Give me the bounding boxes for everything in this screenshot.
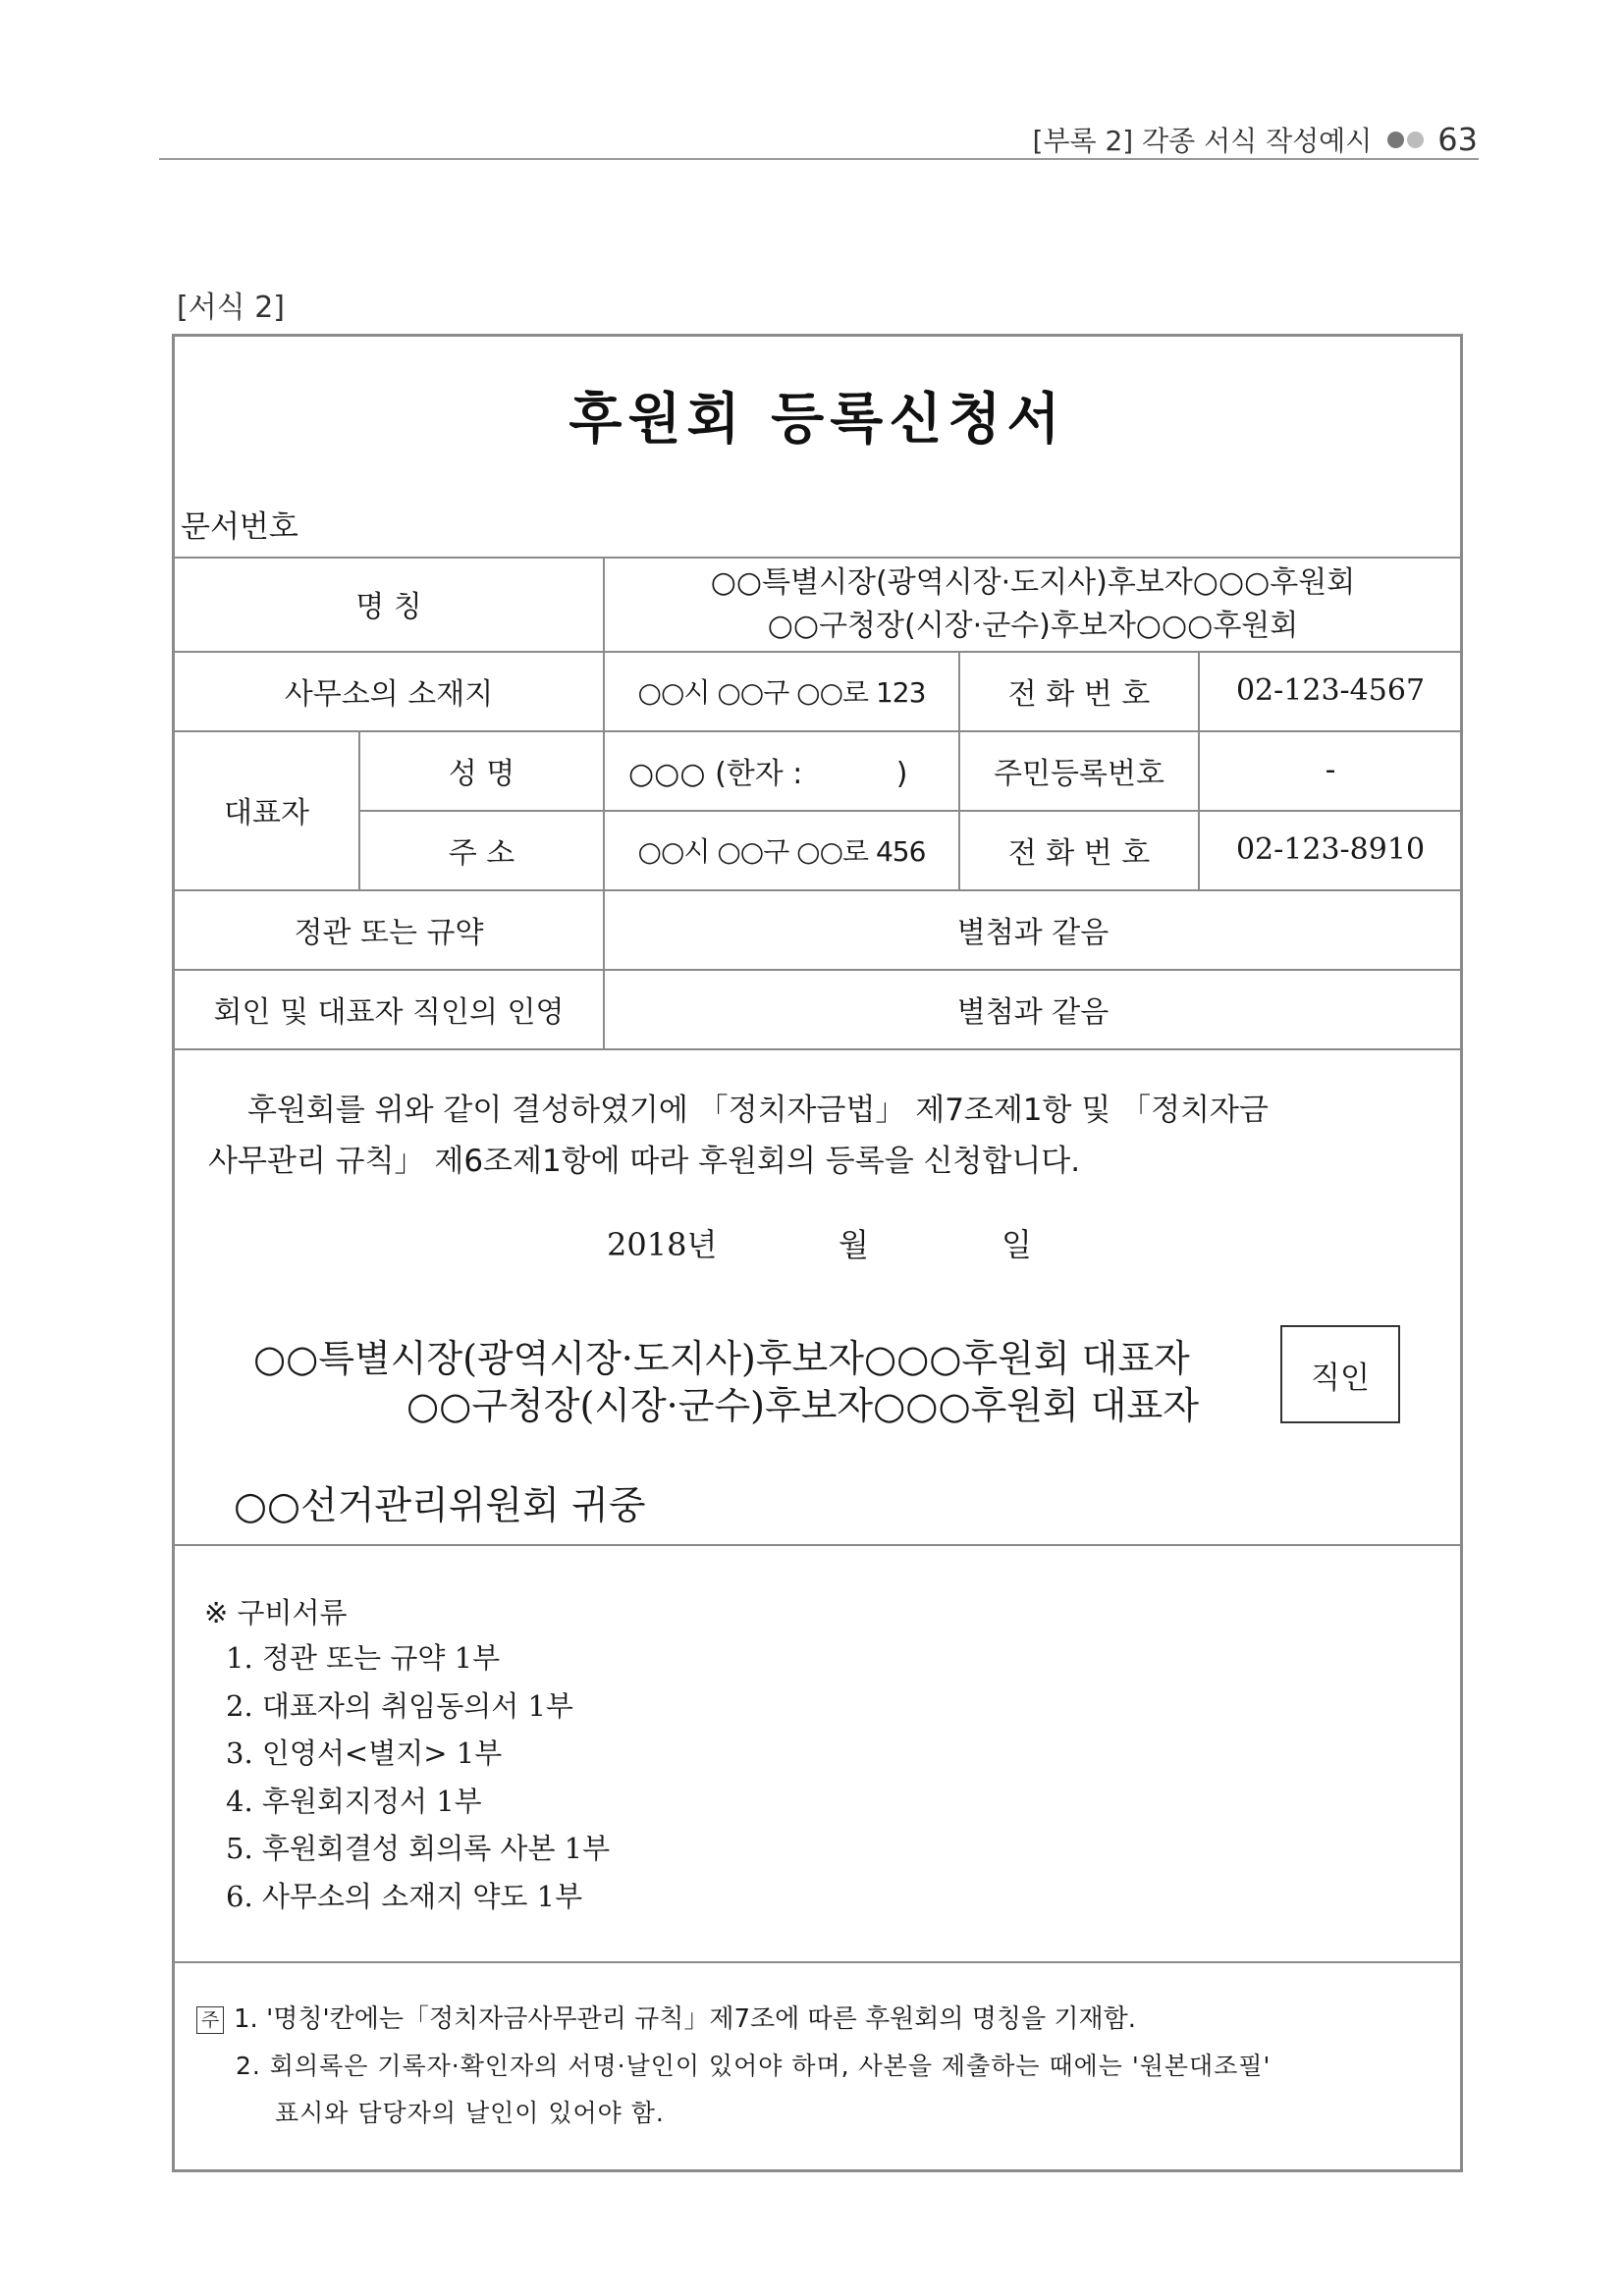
name-value-1: ○○특별시장(광역시장·도지사)후보자○○○후원회 [710,565,1356,600]
page-number: 63 [1437,121,1478,158]
note-1-text: 1. '명칭'칸에는「정치자금사무관리 규칙」제7조에 따른 후원회의 명칭을 기재함. [234,2004,1136,2034]
statement-line-2: 사무관리 규칙」 제6조제1항에 따라 후원회의 등록을 신청합니다. [208,1144,1081,1179]
rep-phone-value: 02-123-8910 [1235,832,1426,867]
rep-name-value: ○○○ (한자 : ) [628,756,908,791]
list-item: 3. 인영서<별지> 1부 [226,1736,503,1770]
note-2: 2. 회의록은 기록자·확인자의 서명·날인이 있어야 하며, 사본을 제출하는 때에는 '원본대조필' [236,2052,1272,2080]
required-docs-list [226,1634,610,1920]
name-value-cell [605,559,1461,651]
rep-addr-label: 주 소 [448,835,515,871]
note-2-cont: 표시와 담당자의 날인이 있어야 함. [275,2099,665,2127]
date-year: 2018년 [607,1226,718,1263]
list-item: 4. 후원회지정서 1부 [226,1784,482,1818]
note-marker-icon: 주 [196,2006,224,2034]
list-item: 5. 후원회결성 회의록 사본 1부 [226,1832,611,1865]
table-divider [175,1048,1460,1050]
list-item: 1. 정관 또는 규약 1부 [226,1641,501,1675]
name-label: 명 칭 [355,590,422,624]
statement [208,1085,1448,1187]
office-phone: 02-123-4567 [1235,673,1426,708]
bylaws-value: 별첨과 같음 [956,915,1110,950]
members-label: 회인 및 대표자 직인의 인영 [213,994,565,1030]
header-dots-icon [1387,132,1424,148]
office-phone-label: 전 화 번 호 [1007,676,1151,712]
signer-1: ○○특별시장(광역시장·도지사)후보자○○○후원회 대표자 [253,1337,1190,1380]
office-label: 사무소의 소재지 [284,676,494,712]
rep-label: 대표자 [224,796,309,830]
seal-box: 직인 [1280,1325,1400,1423]
office-address: ○○시 ○○구 ○○로 123 [637,675,926,709]
header-divider [159,158,1479,160]
note-1 [196,1996,1442,2043]
recipient: ○○선거관리위원회 귀중 [234,1484,646,1528]
rep-id-label: 주민등록번호 [994,756,1164,791]
section-divider [175,1961,1460,1963]
name-value-2: ○○구청장(시장·군수)후보자○○○후원회 [767,609,1299,643]
rep-phone-label: 전 화 번 호 [1007,835,1151,871]
rep-name-label: 성 명 [448,756,515,791]
required-docs-title: ※ 구비서류 [204,1596,348,1629]
signer-2: ○○구청장(시장·군수)후보자○○○후원회 대표자 [406,1384,1199,1427]
date-month: 월 [839,1226,869,1263]
form-title: 후원회 등록신청서 [568,387,1066,452]
rep-id-value: - [1325,753,1336,787]
members-value: 별첨과 같음 [956,994,1110,1030]
header-section: [부록 2] 각종 서식 작성예시 [1032,125,1373,157]
registration-form [172,334,1463,2172]
statement-line-1: 후원회를 위와 같이 결성하였기에 「정치자금법」 제7조제1항 및 「정치자금 [247,1093,1269,1128]
rep-addr-value: ○○시 ○○구 ○○로 456 [637,834,926,868]
date-day: 일 [1001,1226,1032,1263]
form-label: [서식 2] [177,291,285,325]
doc-number-label: 문서번호 [181,509,298,545]
list-item: 6. 사무소의 소재지 약도 1부 [226,1879,583,1913]
header-text [1033,120,1478,159]
list-item: 2. 대표자의 취임동의서 1부 [226,1688,573,1723]
section-divider [175,1544,1460,1546]
bylaws-label: 정관 또는 규약 [294,915,484,950]
notes [196,1996,1442,2137]
